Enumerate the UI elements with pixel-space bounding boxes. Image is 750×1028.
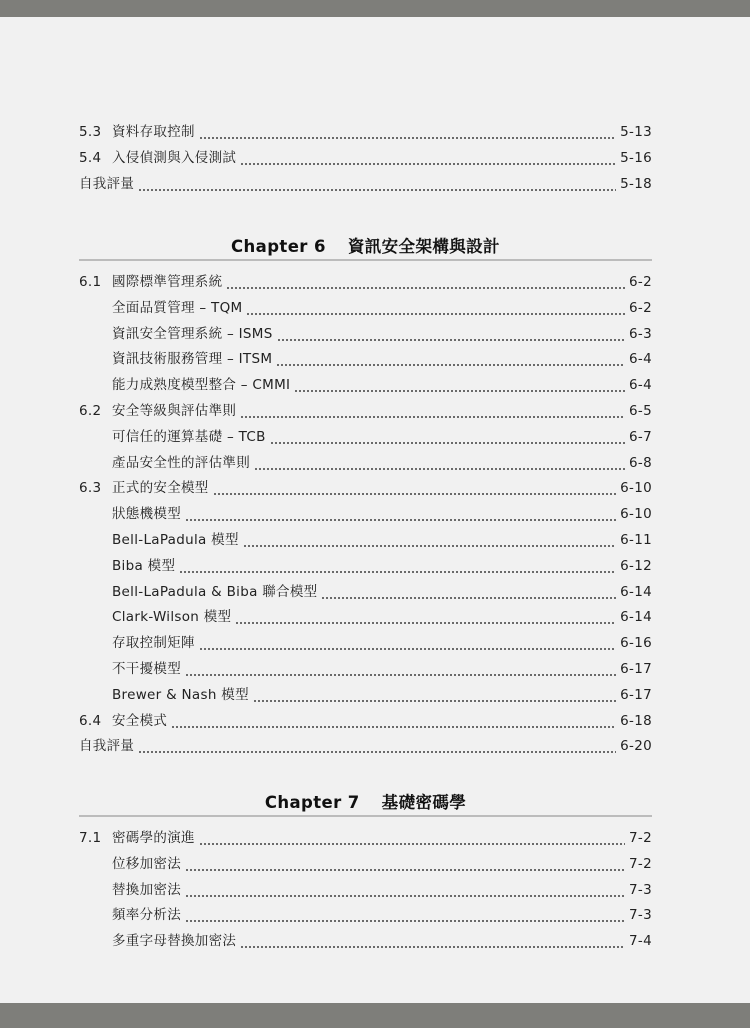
toc-entry-number: 7.1 (79, 830, 102, 846)
dot-leader (235, 604, 616, 630)
toc-entry-5-3[interactable] (79, 119, 652, 145)
toc-entry[interactable] (79, 733, 652, 759)
toc-entry[interactable] (112, 553, 652, 579)
toc-entry-title: 不干擾模型 (112, 661, 181, 677)
toc-entry[interactable] (112, 295, 652, 321)
toc-entry-page: 7-3 (629, 907, 652, 924)
toc-entry-page: 7-2 (629, 855, 652, 872)
toc-entry-page: 6-12 (620, 557, 652, 574)
toc-entry[interactable] (112, 527, 652, 553)
toc-entry-title: Biba 模型 (112, 557, 176, 574)
toc-entry-page: 5-18 (620, 176, 652, 192)
chapter-label: Chapter 6 (231, 237, 326, 256)
toc-entry-page: 7-4 (629, 933, 652, 950)
toc-entry-title: 安全模式 (112, 712, 168, 729)
toc-entry-page: 6-2 (629, 299, 652, 316)
toc-entry-number: 6.2 (79, 403, 102, 419)
toc-entry-title: 狀態機模型 (112, 506, 181, 523)
toc-entry-page: 6-2 (629, 274, 652, 290)
chapter-divider (79, 259, 652, 261)
toc-entry-page: 6-18 (620, 712, 652, 729)
toc-entry-page: 6-14 (620, 609, 652, 626)
toc-entry[interactable] (79, 269, 652, 295)
toc-entry[interactable] (112, 321, 652, 347)
toc-entry[interactable] (112, 656, 652, 682)
toc-entry-title: 密碼學的演進 (112, 830, 195, 846)
toc-entry[interactable] (112, 851, 652, 877)
toc-entry-page: 6-8 (629, 454, 652, 471)
toc-entry-page: 5-13 (620, 124, 652, 140)
chapter-label: Chapter 7 (264, 793, 360, 812)
toc-entry-number: 5.4 (79, 150, 102, 166)
toc-entry[interactable] (112, 877, 652, 903)
dot-leader (243, 527, 616, 553)
toc-entry[interactable] (112, 372, 652, 398)
toc-entry-5-4[interactable] (79, 145, 652, 171)
toc-entry-number: 6.4 (79, 712, 102, 729)
toc-entry-title: 能力成熟度模型整合 – CMMI (112, 377, 291, 394)
toc-entry-page: 5-16 (620, 150, 652, 166)
toc-entry[interactable] (112, 604, 652, 630)
dot-leader (138, 171, 616, 197)
toc-entry-page: 6-7 (629, 428, 652, 445)
toc-entry-page: 6-16 (620, 635, 652, 652)
toc-entry-title: 多重字母替換加密法 (112, 933, 237, 950)
toc-entry-page: 6-17 (620, 661, 652, 677)
toc-entry-page: 6-10 (620, 480, 652, 497)
dot-leader (185, 902, 625, 928)
dot-leader (213, 475, 617, 501)
toc-entry[interactable] (112, 928, 652, 954)
toc-entry-ch5-self-assessment[interactable] (79, 171, 652, 197)
toc-entry-title: Bell-LaPadula 模型 (112, 532, 239, 548)
toc-entry-title: 資訊技術服務管理 – ITSM (112, 351, 273, 368)
dot-leader (240, 145, 616, 171)
toc-entry-number: 6.3 (79, 480, 102, 497)
toc-entry-title: 自我評量 (79, 738, 135, 755)
toc-entry-page: 6-20 (620, 738, 652, 755)
toc-entry[interactable] (112, 424, 652, 450)
toc-entry-title: Bell-LaPadula & Biba 聯合模型 (112, 583, 318, 600)
toc-entry-page: 6-4 (629, 377, 652, 394)
toc-entry-number: 6.1 (79, 274, 102, 290)
dot-leader (199, 825, 625, 851)
dot-leader (240, 398, 625, 424)
toc-entry-number: 5.3 (79, 124, 102, 140)
dot-leader (179, 553, 616, 579)
toc-entry-page: 6-3 (629, 325, 652, 342)
toc-entry-title: Clark-Wilson 模型 (112, 609, 232, 626)
toc-entry-title: 安全等級與評估準則 (112, 403, 237, 419)
toc-entry[interactable] (112, 450, 652, 476)
toc-entry[interactable] (112, 682, 652, 708)
toc-entry-page: 6-4 (629, 351, 652, 368)
toc-entry-title: 產品安全性的評估準則 (112, 454, 250, 471)
toc-entry[interactable] (112, 579, 652, 605)
dot-leader (185, 877, 625, 903)
toc-entry[interactable] (112, 346, 652, 372)
toc-entry[interactable] (79, 475, 652, 501)
dot-leader (240, 928, 625, 954)
toc-entry[interactable] (79, 708, 652, 734)
toc-entry-page: 6-17 (620, 686, 652, 703)
toc-entry-title: 位移加密法 (112, 855, 181, 872)
toc-entry-title: 存取控制矩陣 (112, 635, 195, 652)
dot-leader (226, 269, 625, 295)
toc-entry-title: 資訊安全管理系統 – ISMS (112, 325, 273, 342)
toc-entry-title: 資料存取控制 (112, 124, 195, 140)
toc-entry-title: 國際標準管理系統 (112, 274, 223, 290)
dot-leader (321, 579, 616, 605)
toc-entry[interactable] (79, 825, 652, 851)
toc-entry-title: 替換加密法 (112, 881, 181, 898)
toc-entry-title: 全面品質管理 – TQM (112, 299, 243, 316)
dot-leader (199, 630, 616, 656)
dot-leader (254, 450, 625, 476)
chapter-7-heading (79, 789, 652, 813)
toc-entry-title: 自我評量 (79, 176, 135, 192)
toc-entry-page: 7-3 (629, 881, 652, 898)
dot-leader (138, 733, 616, 759)
dot-leader (276, 346, 625, 372)
toc-entry[interactable] (79, 398, 652, 424)
toc-entry-page: 6-10 (620, 506, 652, 523)
bottom-border-bar (0, 1003, 750, 1028)
toc-entry-title: 頻率分析法 (112, 907, 181, 924)
toc-entry[interactable] (112, 902, 652, 928)
chapter-name: 基礎密碼學 (381, 793, 467, 812)
toc-entry-page: 6-5 (629, 403, 652, 419)
toc-entry-title: 入侵偵測與入侵測試 (112, 150, 237, 166)
toc-entry-page: 6-14 (620, 583, 652, 600)
dot-leader (253, 682, 616, 708)
toc-entry-title: 正式的安全模型 (112, 480, 209, 497)
chapter-name: 資訊安全架構與設計 (347, 237, 500, 256)
dot-leader (199, 119, 616, 145)
toc-entry-page: 6-11 (620, 532, 652, 548)
chapter-6-heading (79, 233, 652, 257)
toc-entry-title: 可信任的運算基礎 – TCB (112, 428, 266, 445)
toc-entry-title: Brewer & Nash 模型 (112, 686, 249, 703)
toc-entry-page: 7-2 (629, 830, 652, 846)
dot-leader (294, 372, 625, 398)
dot-leader (171, 708, 616, 734)
toc-entry[interactable] (112, 630, 652, 656)
dot-leader (277, 321, 625, 347)
dot-leader (185, 501, 616, 527)
toc-entry[interactable] (112, 501, 652, 527)
dot-leader (185, 851, 625, 877)
dot-leader (246, 295, 625, 321)
dot-leader (185, 656, 616, 682)
chapter-divider (79, 815, 652, 817)
dot-leader (270, 424, 625, 450)
